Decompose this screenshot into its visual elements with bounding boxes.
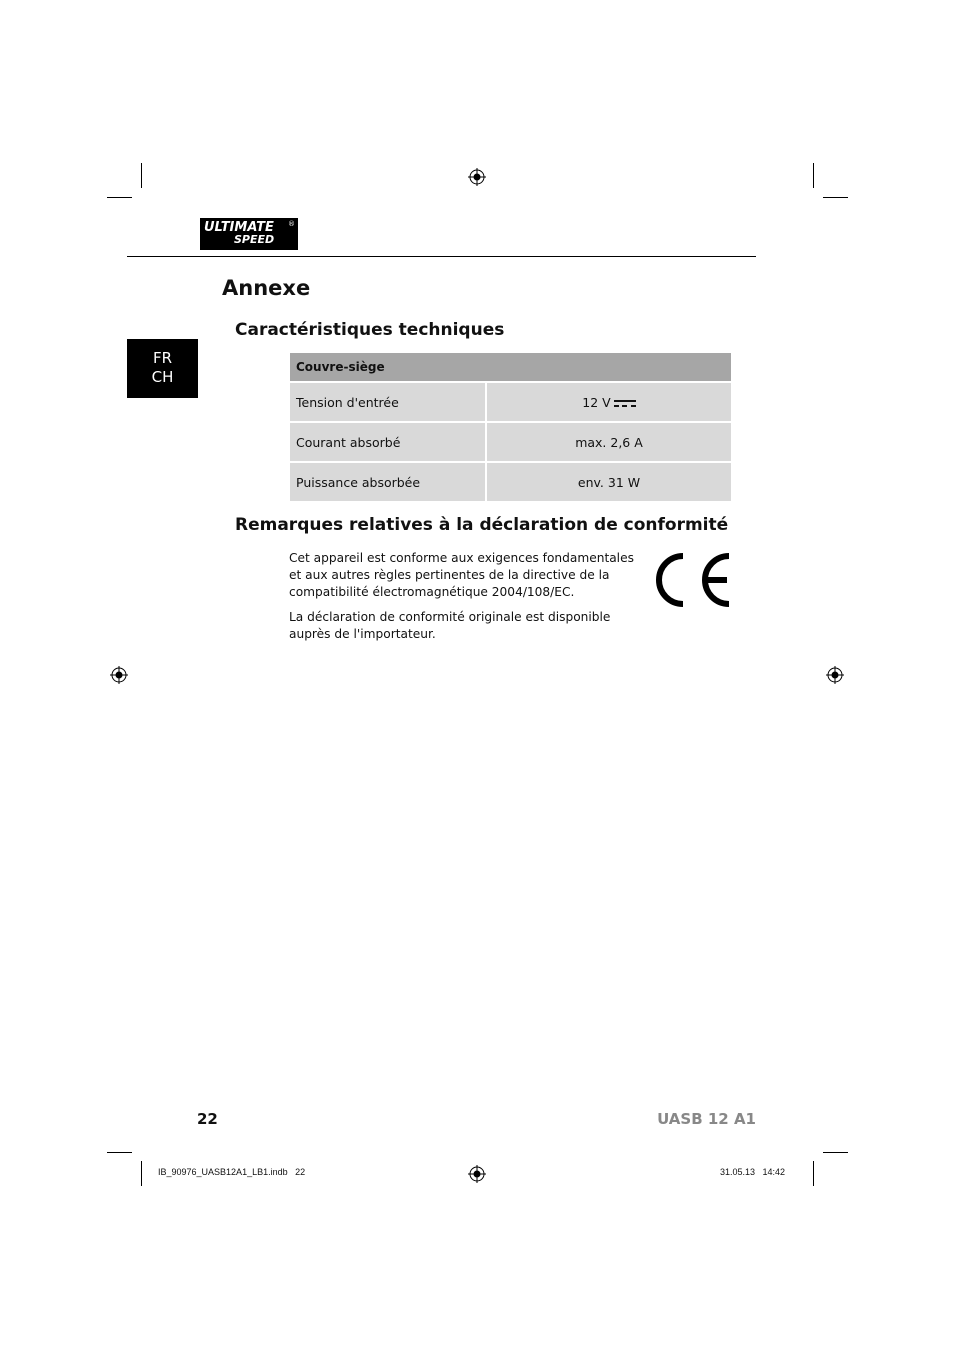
table-header: Couvre-siège: [290, 353, 731, 382]
crop-mark: [813, 163, 814, 188]
table-header-row: [290, 353, 731, 382]
country-code: CH: [151, 368, 174, 386]
registration-mark-icon: [826, 666, 844, 684]
row-value-text: 12 V: [582, 394, 611, 410]
row-value: max. 2,6 A: [486, 422, 731, 462]
brand-logo: [200, 218, 298, 250]
conformity-heading: Remarques relatives à la déclaration de conformité: [235, 515, 729, 535]
table-row: [290, 382, 731, 422]
logo-text-speed: SPEED: [234, 233, 275, 246]
crop-mark: [823, 1152, 848, 1153]
logo-text-ultimate: ULTIMATE: [204, 220, 274, 235]
row-label: Tension d'entrée: [290, 382, 486, 422]
row-value: env. 31 W: [486, 462, 731, 501]
print-slug-date: 31.05.13 14:42: [720, 1167, 786, 1177]
table-row: [290, 462, 731, 501]
row-label: Puissance absorbée: [290, 462, 486, 501]
crop-mark: [107, 1152, 132, 1153]
registration-mark-icon: [468, 1165, 486, 1183]
row-label: Courant absorbé: [290, 422, 486, 462]
language-tab: [127, 339, 198, 398]
importer-paragraph: La déclaration de conformité originale est disponible auprès de l'importateur.: [289, 610, 611, 641]
crop-mark: [141, 1161, 142, 1186]
row-value: [486, 382, 731, 422]
header-divider: [127, 256, 756, 257]
conformity-paragraph: Cet appareil est conforme aux exigences fondamentales et aux autres règles pertinentes de la directive de la compatibilité électromagnétique 2004/108/EC.: [289, 551, 634, 599]
dc-current-icon: [614, 399, 636, 407]
crop-mark: [107, 197, 132, 198]
ce-mark-icon: [655, 550, 735, 610]
crop-mark: [823, 197, 848, 198]
table-row: [290, 422, 731, 462]
crop-mark: [141, 163, 142, 188]
spec-table: [290, 353, 731, 501]
page-number: 22: [197, 1110, 218, 1128]
language-code: FR: [152, 349, 173, 367]
model-number: UASB 12 A1: [657, 1110, 756, 1128]
page-title: Annexe: [222, 276, 311, 300]
registration-mark-icon: [468, 168, 486, 186]
logo-registered-mark: ®: [288, 220, 295, 228]
print-slug-file: IB_90976_UASB12A1_LB1.indb 22: [158, 1167, 306, 1177]
registration-mark-icon: [110, 666, 128, 684]
crop-mark: [813, 1161, 814, 1186]
tech-specs-heading: Caractéristiques techniques: [235, 320, 505, 340]
